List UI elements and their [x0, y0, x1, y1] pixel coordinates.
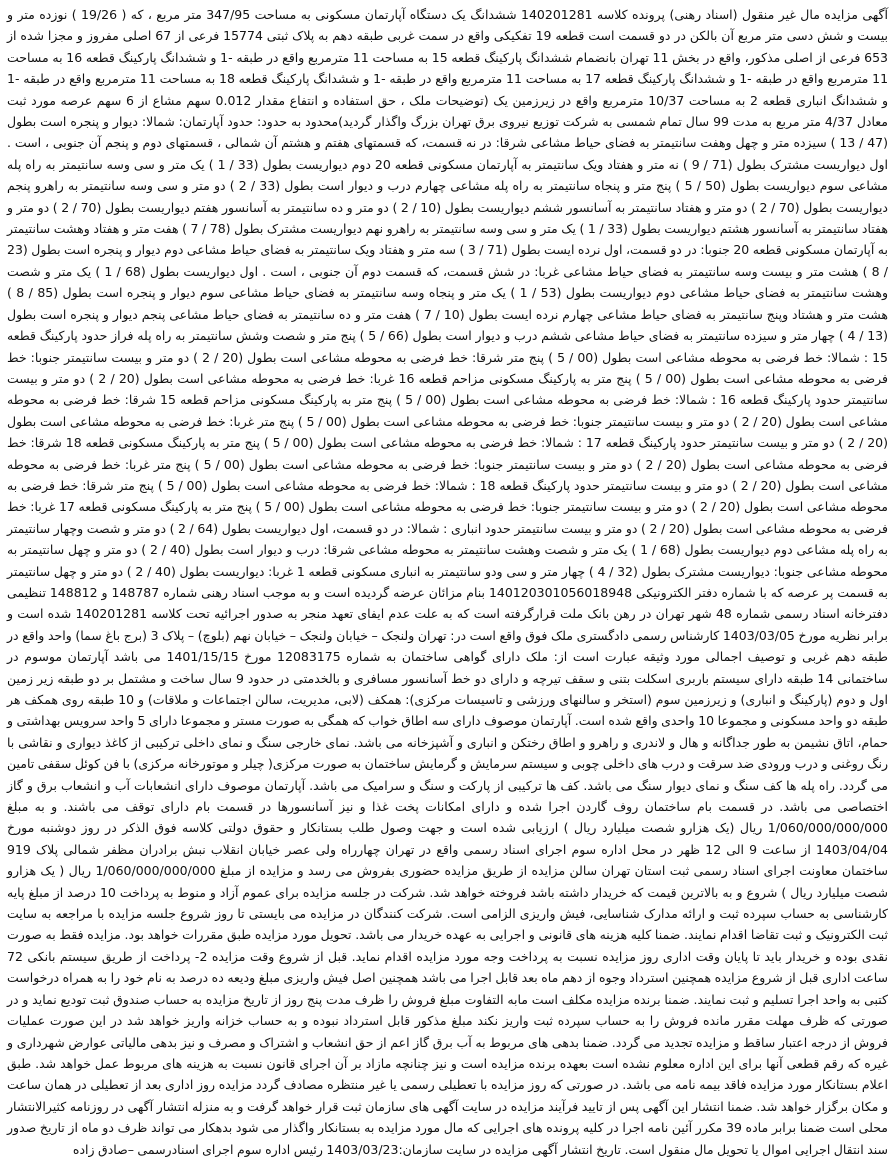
auction-notice-text: آگهی مزایده مال غیر منقول (اسناد رهنی) پرونده کلاسه 140201281 ششدانگ یک دستگاه آپارتمان مسکونی به مساحت 347/95 متر مربع ، که ( 19/26 ) نوزده متر و بیست و شش دسی متر مربع آن بالکن در دو قسمت است قطعه 19 تفکیکی واقع در سمت غربی طبقه دهم به پلاک ثبتی 15774 فرعی از 67 اصلی مفروز و مجزا شده از 653 فرعی از اصلی مذکور، واقع در بخش 11 تهران بانضمام ششدانگ پارکینگ قطعه 15 به مساحت 11 مترمربع واقع در طبقه -1 و ششدانگ پارکینگ قطعه 16 به مساحت 11 مترمربع واقع در طبقه -1 و ششدانگ پارکینگ قطعه 17 به مساحت 11 مترمربع واقع در طبقه -1 و ششدانگ پارکینگ قطعه 18 به مساحت 11 مترمربع واقع در طبقه -1 و ششدانگ انباری قطعه 2 به مساحت 10/37 مترمربع واقع در زیرزمین یک (توضیحات ملک ، حق استفاده و انتفاع مقدار 0.012 سهم مشاع از 6 سهم عرصه مورد ثبت معادل 4/37 متر مربع به مدت 99 سال تمام شمسی به شرکت توزیع نیروی برق تهران بزرگ واگذار گردید)محدود به حدود: حدود آپارتمان: شمالا: دیوار و پنجره است بطول (47 / 13 ) سیزده متر و چهل وهفت سانتیمتر به فضای حیاط مشاعی شرقا: در نه قسمت، که قسمتهای هفتم و هشتم آن شمالی ، قسمتهای دوم و پنجم آن جنوبی ، است . اول دیواریست مشترک بطول (71 / 9 ) نه متر و هفتاد ویک سانتیمتر به آپارتمان مسکونی قطعه 20 دوم دیواریست بطول (33 / 1 ) یک متر و سی وسه سانتیمتر به راه پله مشاعی سوم دیواریست بطول (50 / 5 ) پنج متر و پنجاه سانتیمتر به راه پله مشاعی چهارم درب و دیوار است بطول (33 / 2 ) دو متر و سی وسه سانتیمتر به راهرو پنجم دیواریست بطول (70 / 2 ) دو متر و هفتاد سانتیمتر به آسانسور ششم دیواریست بطول (10 / 2 ) دو متر و ده سانتیمتر به آسانسور هفتم دیواریست بطول (70 / 2 ) دو متر و هفتاد سانتیمتر به آسانسور هشتم دیواریست بطول (33 / 1 ) یک متر و سی وسه سانتیمتر به راهرو نهم دیواریست مشترک بطول (78 / 7 ) هفت متر و هفتاد وهشت سانتیمتر به آپارتمان مسکونی قطعه 20 جنوبا: در دو قسمت، اول نرده ایست بطول (71 / 3 ) سه متر و هفتاد ویک سانتیمتر به فضای حیاط مشاعی دوم دیوار و پنجره است بطول (23 / 8 ) هشت متر و بیست وسه سانتیمتر به فضای حیاط مشاعی غربا: در شش قسمت، که قسمت دوم آن جنوبی ، است . اول دیواریست بطول (68 / 1 ) یک متر و شصت وهشت سانتیمتر به فضای حیاط مشاعی دوم دیواریست بطول (53 / 1 ) یک متر و پنجاه وسه سانتیمتر به فضای حیاط مشاعی سوم دیوار و پنجره است بطول (85 / 8 ) هشت متر و هشتاد وپنج سانتیمتر به فضای حیاط مشاعی چهارم نرده ایست بطول (10 / 7 ) هفت متر و ده سانتیمتر به فضای حیاط مشاعی پنجم دیوار و پنجره است بطول (13 / 4 ) چهار متر و سیزده سانتیمتر به فضای حیاط مشاعی ششم درب و دیوار است بطول (66 / 5 ) پنج متر و شصت وشش سانتیمتر به راه پله فراز حدود پارکینگ قطعه 15 : شمالا: خط فرضی به محوطه مشاعی است بطول (00 / 5 ) پنج متر شرقا: خط فرضی به محوطه مشاعی است بطول (20 / 2 ) دو متر و بیست سانتیمتر جنوبا: خط فرضی به محوطه مشاعی است بطول (00 / 5 ) پنج متر به پارکینگ مسکونی مزاحم قطعه 16 غربا: خط فرضی به محوطه مشاعی است بطول (20 / 2 ) دو متر و بیست سانتیمتر حدود پارکینگ قطعه 16 : شمالا: خط فرضی به محوطه مشاعی است بطول (00 / 5 ) پنج متر به پارکینگ مسکونی مزاحم قطعه 15 شرقا: خط فرضی به محوطه مشاعی است بطول (20 / 2 ) دو متر و بیست سانتیمتر جنوبا: خط فرضی به محوطه مشاعی است بطول (00 / 5 ) پنج متر غربا: خط فرضی به محوطه مشاعی است بطول (20 / 2 ) دو متر و بیست سانتیمتر حدود پارکینگ قطعه 17 : شمالا: خط فرضی به محوطه مشاعی است بطول (00 / 5 ) پنج متر به پارکینگ مسکونی قطعه 18 شرقا: خط فرضی به محوطه مشاعی است بطول (20 / 2 ) دو متر و بیست سانتیمتر جنوبا: خط فرضی به محوطه مشاعی است بطول (00 / 5 ) پنج متر غربا: خط فرضی به محوطه مشاعی است بطول (20 / 2 ) دو متر و بیست سانتیمتر حدود پارکینگ قطعه 18 : شمالا: خط فرضی به محوطه مشاعی است بطول (00 / 5 ) پنج متر شرقا: خط فرضی به محوطه مشاعی است بطول (20 / 2 ) دو متر و بیست سانتیمتر جنوبا: خط فرضی به محوطه مشاعی است بطول (00 / 5 ) پنج متر به پارکینگ مسکونی قطعه 17 غربا: خط فرضی به محوطه مشاعی است بطول (20 / 2 ) دو متر و بیست سانتیمتر حدود انباری : شمالا: در دو قسمت، اول دیواریست بطول (64 / 2 ) دو متر و شصت وچهار سانتیمتر به راه پله مشاعی دوم دیواریست بطول (68 / 1 ) یک متر و شصت وهشت سانتیمتر به محوطه مشاعی شرقا: درب و دیوار است بطول (40 / 2 ) دو متر و چهل سانتیمتر به محوطه مشاعی جنوبا: دیواریست مشترک بطول (32 / 4 ) چهار متر و سی ودو سانتیمتر به انباری مسکونی قطعه 1 غربا: دیواریست بطول (40 / 2 ) دو متر و چهل سانتیمتر به قسمت پر عرصه که با شماره دفتر الکترونیکی 140120301056018948 بنام مزائان عرضه گردیده است و به موجب اسناد رهنی شماره 148787 و 148812 تنظیمی دفترخانه اسناد رسمی شماره 48 شهر تهران در رهن بانک ملت قرارگرفته است که به علت عدم ایفای تعهد منجر به صدور اجرائیه تحت کلاسه 140201281 شده است و برابر نظریه مورخ 1403/03/05 کارشناس رسمی دادگستری ملک فوق واقع است در: تهران ولنجک – خیابان ولنجک – خیابان نهم (بلوچ) – پلاک 3 (برج باغ سما) واحد واقع در طبقه دهم غربی و توصیف اجمالی مورد وثیقه عبارت است از: ملک دارای گواهی ساختمان به شماره 12083175 مورخ 1401/15/15 می باشد آپارتمان موسوم در ساختمانی 14 طبقه دارای سیستم باربری اسکلت بتنی و سقف تیرچه و دارای دو خط آسانسور مسافری و بالخدمتی در حدود 9 سال ساخت و مشتمل بر دو طبقه زیر زمین اول و دوم (پارکینگ و انباری) و زیرزمین سوم (استخر و سالنهای ورزشی و تاسیسات مرکزی): همکف (لابی، مدیریت، سالن اجتماعات و ملاقات) و 10 طبقه روی همکف هر طبقه دو واحد مسکونی و مجموعا 10 واحدی واقع شده است. آپارتمان موصوف دارای سه اطاق خواب که همگی به صورت مستر و مجموعا دارای 5 واحد سرویس بهداشتی و حمام، اتاق نشیمن به طور جداگانه و هال و لاندری و راهرو و اطاق رختکن و انباری و آشپزخانه می باشد. نمای خارجی سنگ و نمای داخلی ترکیبی از کاغذ دیواری و نقاشی با رنگ روغنی و درب ورودی ضد سرقت و درب های داخلی چوبی و سیستم سرمایش و گرمایش ساختمان به صورت مرکزی( چیلر و موتورخانه مرکزی) با فن کوئل سقفی تامین می گردد. راه پله ها کف سنگ و نمای دیوار سنگ می باشد. کف ها ترکیبی از پارکت و سنگ و سرامیک می باشد. آپارتمان موصوف دارای انشعابات آب و انشعاب برق و گاز اختصاصی می باشد. در قسمت بام ساختمان روف گاردن اجرا شده و دارای امکانات پخت غذا و نیز آسانسورها در قسمت بام دارای توقف می باشند. و به مبلغ 1/060/000/000/000 ریال (یک هزارو شصت میلیارد ریال ) ارزیابی شده است و جهت وصول طلب بستانکار و حقوق دولتی کلاسه فوق الذکر در روز دوشنبه مورخ 1403/04/04 از ساعت 9 الی 12 ظهر در محل اداره سوم اجرای اسناد رسمی واقع در تهران چهارراه ولی عصر خیابان انقلاب نبش برادران مظفر شمالی پلاک 919 ساختمان معاونت اجرای اسناد رسمی ثبت استان تهران سالن مزایده از طریق مزایده حضوری بفروش می رسد و مزایده از مبلغ 1/060/000/000/000 ریال ( یک هزارو شصت میلیارد ریال ) شروع و به بالاترین قیمت که خریدار داشته باشد فروخته خواهد شد. شرکت در جلسه مزایده برای عموم آزاد و منوط به پرداخت 10 درصد از مبلغ پایه کارشناسی به حساب سپرده ثبت و ارائه مدارک شناسایی، فیش واریزی الزامی است. شرکت کنندگان در مزایده می بایستی تا روز شروع جلسه مزایده با مراجعه به سایت ثبت الکترونیک و ثبت تقاضا اقدام نمایند. ضمنا کلیه هزینه های قانونی و اجرایی به عهده خریدار می باشد. تحویل مورد مزایده طبق مقررات خواهد بود. مزایده فقط به صورت نقدی بوده و خریدار باید تا پایان وقت اداری روز مزایده نسبت به پرداخت وجه مورد مزایده اقدام نماید. قبل از شروع وقت مزایده 2- پرداخت از طریق سیستم بانکی 72 ساعت اداری قبل از شروع مزایده همچنین استرداد وجوه از دهم ماه بعد قابل اجرا می باشد همچنین اصل فیش واریزی مبلغ ودیعه ده درصد به نام خود را به همراه درخواست کتبی به واحد اجرا تسلیم و ثبت نمایند. ضمنا برنده مزایده مکلف است مابه التفاوت مبلغ فروش را ظرف مدت پنج روز از تاریخ مزایده به حساب صندوق ثبت تودیع نماید و در صورتی که ظرف مهلت مقرر مانده فروش را به حساب سپرده ثبت واریز نکند مبلغ مذکور قابل استرداد نبوده و به حساب خزانه واریز خواهد شد در این صورت عملیات فروش از درجه اعتبار ساقط و مزایده تجدید می گردد. ضمنا بدهی های مربوط به آب برق گاز اعم از حق انشعاب و اشتراک و مصرف و نیز بدهی مالیاتی عوارض شهرداری و غیره که رقم قطعی آنها برای این اداره معلوم نشده است بعهده برنده مزایده است و نیز چنانچه مازاد بر آن اجرای قانون نسبت به هزینه های مربوط عمل خواهد شد. طبق اعلام بستانکار مورد مزایده فاقد بیمه نامه می باشد. در صورتی که روز مزایده با تعطیلی رسمی یا غیر منتظره مصادف گردد مزایده روز اداری بعد از تعطیلی در همان ساعت و مکان برگزار خواهد شد. ضمنا انتشار این آگهی پس از تایید فرآیند مزایده در سایت آگهی های سازمان ثبت قرار خواهد گرفت و به منزله انتشار آگهی در روزنامه کثیرالانتشار محلی است ضمنا برابر ماده 39 مکرر آئین نامه اجرا در کلیه پرونده های اجرایی که مال مورد مزایده به بستانکار واگذار می شود بدهکار می تواند ظرف دو ماه از تاریخ صدور سند انتقال اجرایی اموال یا تحویل مال منقول است. تاریخ انتشار آگهی مزایده در سایت سازمان:1403/03/23 رئیس اداره سوم اجرای اسنادرسمی –صادق زاده [7, 7, 889, 1157]
